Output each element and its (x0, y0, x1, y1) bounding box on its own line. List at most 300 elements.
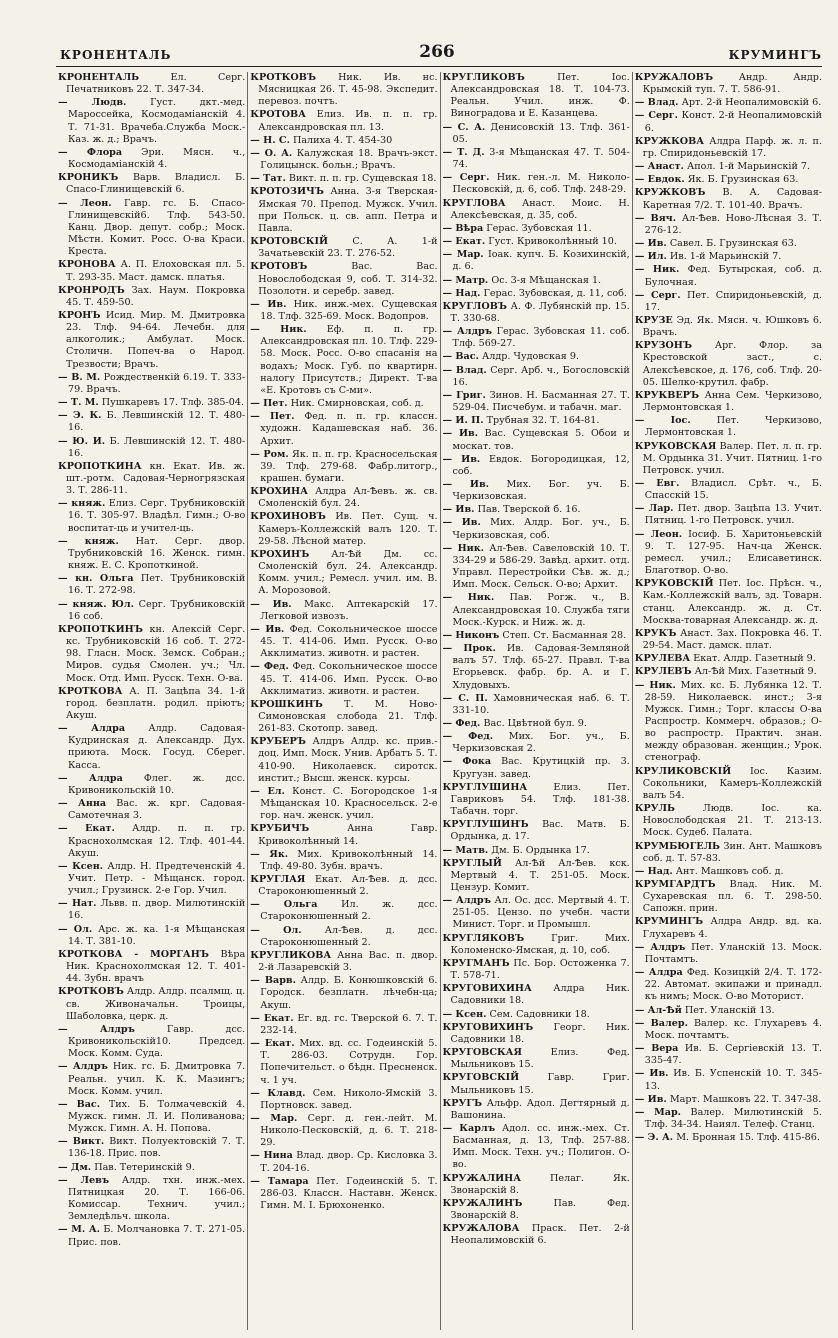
entry-details: Ив. 1-й Марьинскій 7. (669, 251, 782, 263)
entry-details: Вѣра Ник. Краснохолмская 12. Т. 401-44. Зубн. врачъ (66, 948, 246, 985)
directory-entry (58, 898, 245, 922)
entry-name: — Алдра (634, 967, 683, 979)
directory-entry (635, 1068, 822, 1092)
entry-details: Варв. Владисл. Б. Спасо-Глинищевскій 6. (66, 172, 246, 196)
entry-details: Мих. кс. Б. Лубянка 12. Т. 28-59. Николаевск. инст.; 3-я Мужск. Гимн.; Торг. классы О-ва Распростр. Коммерч. образов.; О-во распростр. Практич. знан. между образован. женщин.; Урок. стенограф. (644, 679, 822, 764)
entry-name: КРУГОВИХИНА (442, 983, 532, 995)
entry-details: Алдра Ник. Садовники 18. (450, 983, 630, 1007)
entry-name: — Матр. (442, 274, 489, 286)
directory-entry (250, 1150, 437, 1174)
directory-entry (250, 261, 437, 297)
directory-entry (635, 866, 822, 878)
entry-name: — Нина (250, 1150, 293, 1162)
directory-entry (443, 756, 630, 780)
entry-details: Герас. Зубовская, д. 11, соб. (483, 287, 627, 299)
entry-details: Рождественкій 6.19. Т. 333-79. Врачъ. (68, 371, 246, 395)
directory-entry (250, 449, 437, 485)
entry-name: — Никонъ (442, 629, 500, 641)
entry-name: — Ил. (634, 251, 667, 263)
directory-entry (58, 1162, 245, 1174)
entry-details: Густ. дкт.-мед. Мароссейка, Космодаміанскій 4. Т. 71-31. Врачеба.Служба Моск.-Каз. ж. д.; Врачъ. (68, 97, 246, 145)
entry-details: Іос. Казим. Сокольники, Камеръ-Коллежскій валъ 54. (642, 765, 822, 801)
entry-name: КРУЗЕ (634, 314, 673, 326)
directory-entry (250, 1088, 437, 1112)
directory-entry (58, 259, 245, 283)
directory-entry (635, 290, 822, 314)
entry-details: Гавр. Григ. Мыльниковъ 15. (450, 1072, 630, 1096)
entry-details: Евдок. Богородицкая, 12, соб. (452, 453, 630, 477)
entry-details: Т. М. Ново-Симоновская слобода 21. Тлф. 261-83. Скотопр. завед. (258, 698, 438, 735)
entry-details: Елиз. Фед. Мыльниковъ 15. (450, 1047, 630, 1071)
entry-details: Пет. Трубниковскій 16. Т. 272-98. (68, 573, 246, 597)
directory-entry (58, 723, 245, 772)
entry-name: — Анна (58, 798, 107, 810)
entry-name: — Алдръ (58, 1061, 108, 1073)
directory-column-2 (250, 72, 440, 1330)
entry-details: Зах. Наум. Покровка 45. Т. 459-50. (66, 284, 246, 308)
entry-name: — Ел. (250, 785, 285, 797)
directory-entry (58, 823, 245, 859)
entry-details: Пет. Уланскій 13. (684, 1004, 775, 1016)
directory-entry (58, 949, 245, 985)
entry-name: — Анаст. (634, 161, 684, 173)
entry-details: Арг. Флор. за Крестовской заст., с. Алексѣевское, д. 176, соб. Тлф. 20-05. Шелко-крутил. фабр. (642, 340, 822, 388)
entry-details: Анаст. Моис. Н. Алексѣевская, д. 35, соб. (450, 197, 630, 221)
directory-entry (58, 410, 245, 434)
directory-entry (443, 983, 630, 1007)
directory-entry (443, 172, 630, 196)
directory-entry (443, 517, 630, 541)
entry-details: 3-я Мѣщанская 47. Т. 504-74. (452, 146, 630, 171)
entry-details: Іосиф. Б. Харитоньевскій 9. Т. 127-95. Нач-ца Женск. ремесл. учил.; Елисаветинск. Благотвор. О-во. (644, 528, 822, 577)
directory-entry (443, 543, 630, 592)
entry-name: — М. А. (58, 1224, 100, 1236)
entry-details: Ив. Садовая-Земляной валъ 57. Тлф. 65-27. Правл. Т-ва Егорьевск. фабр. бр. А. и Г. Хлудовыхъ. (452, 643, 630, 691)
directory-entry (58, 773, 245, 797)
entry-details: Валер. кс. Глухаревъ 4. Моск. почтамтъ. (644, 1017, 822, 1041)
entry-name: — Валер. (634, 1017, 688, 1029)
entry-name: — Т. Д. (442, 146, 485, 158)
directory-entry (443, 592, 630, 628)
entry-details: Пав. Фед. Звонарскій 8. (450, 1197, 630, 1222)
directory-entry (635, 174, 822, 186)
entry-details: Адол. сс. инж.-мех. Ст. Басманная, д. 13, Тлф. 257-88. Имп. Моск. Техн. уч.; Полигон. О-во. (452, 1122, 630, 1171)
entry-details: Ник. Смирновская, соб. д. (290, 398, 424, 410)
entry-name: — Тат. (250, 173, 286, 185)
entry-name: — Серг. (442, 172, 490, 184)
directory-entry (250, 823, 437, 847)
entry-details: Сем. Садовники 18. (489, 1008, 590, 1020)
entry-details: Анна. 3-я Тверская-Ямская 70. Препод. Мужск. Учил. при Польск. ц. св. апп. Петра и Павла. (258, 186, 438, 234)
entry-name: КРУЛИКОВСКІЙ (634, 765, 732, 777)
entry-details: Ант. Машковъ соб. д. (675, 865, 784, 877)
entry-details: Владисл. Срѣт. ч., Б. Спасскій 15. (644, 478, 822, 502)
entry-details: Гавр. гс. Б. Спасо-Глинищевскій6. Тлф. 543-50. Канц. Двор. депут. собр.; Моск. Мѣстн. Комит. Росс. О-ва Краси. Креста. (68, 197, 246, 258)
directory-entry (250, 661, 437, 697)
entry-name: — Клавд. (250, 1087, 306, 1099)
entry-name: — Людв. (58, 97, 127, 109)
directory-entry (58, 798, 245, 822)
entry-details: Зинов. Н. Басманная 27. Т. 529-04. Писчебум. и табачн. маг. (452, 389, 630, 414)
directory-entry (635, 1018, 822, 1042)
directory-entry (635, 238, 822, 250)
directory-entry (635, 879, 822, 915)
directory-entry (58, 861, 245, 897)
directory-entry (443, 301, 630, 325)
entry-name: — Ник. (634, 264, 680, 276)
entry-details: Альфр. Адол. Дегтярный д. Вашонина. (450, 1097, 630, 1121)
directory-entry (250, 736, 437, 785)
entry-details: Анна Вас. п. двор. 2-й Лазаревскій 3. (258, 949, 438, 974)
entry-name: — Ал-Ѣй (634, 1004, 682, 1016)
entry-details: Вас. ж. крг. Садовая-Самотечная 3. (68, 798, 246, 822)
directory-entry (58, 599, 245, 623)
entry-name: — Мар. (250, 1112, 298, 1124)
entry-details: Людв. Іос. ка. Новослободская 21. Т. 213-13. Моск. Судеб. Палата. (642, 803, 822, 839)
entry-name: КРОШКИНЪ (250, 698, 323, 710)
directory-entry (250, 511, 437, 547)
entry-name: — Викт. (58, 1136, 105, 1148)
entry-details: Вас. Вас. Новослободская 9, соб. Т. 314-32. Позолотн. и серебр. завед. (258, 261, 438, 297)
directory-entry (58, 1061, 245, 1097)
entry-details: Фед. Сокольническое шоссе 45. Т. 414-06. Имп. Русск. О-во Акклиматиз. животн. и растен. (260, 661, 438, 697)
entry-name: — Ив. (442, 517, 481, 529)
directory-entry (250, 299, 437, 323)
directory-entry (250, 486, 437, 510)
directory-columns (58, 72, 824, 1330)
directory-entry (443, 1098, 630, 1122)
directory-entry (58, 147, 245, 171)
directory-entry (250, 411, 437, 447)
entry-details: Ос. 3-я Мѣщанская 1. (491, 274, 602, 286)
directory-entry (443, 895, 630, 931)
directory-entry (443, 249, 630, 273)
directory-entry (635, 578, 822, 627)
entry-details: Пав. Рогж. ч., В. Александровская 10. Служба тяги Моск.-Курск. и Ниж. ж. д. (452, 592, 630, 628)
directory-entry (635, 1005, 822, 1017)
entry-name: — Алдръ (58, 1023, 135, 1035)
directory-entry (443, 351, 630, 363)
entry-name: КРУЖАЛИНЪ (442, 1197, 523, 1209)
entry-details: Макс. Аптекарскій 17. Легковой извозъ. (260, 598, 438, 622)
entry-name: — Ив. (442, 504, 475, 516)
entry-details: Валер. Пет. л. п. гр. М. Ордынка 31. Учит. Пятниц. 1-го Петровск. учил. (642, 440, 822, 476)
directory-entry (635, 110, 822, 134)
directory-entry (635, 97, 822, 109)
entry-details: Праск. Пет. 2-й Неопалимовскій 6. (450, 1223, 630, 1247)
entry-name: — О. А. (250, 147, 293, 159)
entry-name: — Алдра (58, 723, 126, 735)
directory-entry (443, 1047, 630, 1071)
entry-details: Екат. Алдр. Газетный 9. (693, 653, 816, 665)
directory-entry (58, 172, 245, 196)
directory-entry (58, 372, 245, 396)
directory-entry (250, 1013, 437, 1037)
directory-entry (58, 285, 245, 309)
directory-entry (250, 135, 437, 147)
directory-entry (635, 1132, 822, 1144)
entry-name: — Ив. (634, 238, 667, 250)
entry-name: КРУБИЧЪ (250, 823, 310, 835)
entry-name: КРОТКОВЪ (58, 986, 124, 998)
directory-entry (635, 1107, 822, 1131)
entry-details: Алдр. Алдр. псалмщ. ц. св. Живоначальн. Троицы, Шаболовка, церк. д. (66, 986, 246, 1022)
entry-name: КРОНЪ (58, 309, 101, 321)
entry-details: Мих. Алдр. Бог. уч., Б. Черкизовская, соб. (452, 517, 630, 541)
entry-details: Фед. Сокольническое шоссе 45. Т. 414-06. Имп. Русск. О-во Акклиматиз. животн. и растен. (260, 623, 438, 660)
entry-name: КРУКЪ (634, 627, 677, 639)
entry-details: Арс. ж. ка. 1-я Мѣщанская 14. Т. 381-10. (68, 923, 246, 947)
entry-details: Елиз. Серг. Трубниковскій 16. Т. 305-97. Владѣл. Гимн.; О-во воспитат-ць и учител-ць. (68, 498, 246, 534)
directory-entry (635, 315, 822, 339)
entry-details: Герас. Зубовская 11. соб. Тлф. 569-27. (452, 326, 630, 350)
directory-entry (635, 841, 822, 865)
directory-entry (443, 454, 630, 478)
entry-details: Пав. Тетеринскій 9. (94, 1161, 195, 1173)
entry-name: — княж. (58, 498, 106, 510)
page-number: 266 (419, 42, 455, 62)
entry-name: КРОХИНОВЪ (250, 511, 326, 523)
header-rule (56, 66, 822, 67)
entry-name: — Вас. (58, 1098, 101, 1110)
directory-entry (443, 415, 630, 427)
directory-entry (443, 147, 630, 171)
directory-entry (443, 933, 630, 957)
entry-details: Флег. ж. дсс. Кривоникольскій 10. (68, 772, 246, 796)
directory-entry (58, 924, 245, 948)
entry-name: КРУМГАРДТЪ (634, 879, 716, 890)
directory-entry (250, 786, 437, 822)
entry-name: — Ив. (442, 479, 489, 490)
directory-entry (250, 236, 437, 260)
directory-entry (250, 109, 437, 133)
entry-details: Мих. Бог. уч., Б. Черкизовская 2. (452, 731, 630, 755)
entry-details: Анна Гавр. Кривоколѣнный 14. (258, 823, 438, 847)
entry-name: — Над. (634, 865, 673, 877)
entry-details: Як. Б. Грузинская 63. (687, 174, 799, 186)
entry-name: КРОНЕНТАЛЬ (58, 72, 140, 83)
directory-entry (443, 845, 630, 857)
entry-name: КРУГМАНЪ (442, 957, 510, 969)
entry-details: Викт. п. п. гр. Сущевская 18. (288, 173, 437, 185)
entry-details: Григ. Мих. Коломенско-Ямская, д. 10, соб. (450, 932, 630, 956)
directory-entry (58, 198, 245, 259)
directory-entry (443, 1072, 630, 1096)
entry-details: Ник. ген.-л. М. Николо-Песковскій, д. 6, соб. Тлф. 248-29. (452, 172, 630, 196)
entry-name: — Алдръ (442, 326, 493, 338)
entry-details: Алдръ Алдр. кс. прив.-доц. Имп. Моск. Унив. Арбатъ 5. Т. 410-90. Николаевск. сиротск. инстит.; Высш. женск. курсы. (258, 736, 438, 784)
entry-name: — Левъ (58, 1174, 110, 1186)
directory-entry (635, 390, 822, 414)
directory-entry (635, 529, 822, 578)
entry-name: — Тамара (250, 1175, 309, 1187)
directory-entry (635, 213, 822, 237)
entry-name: КРУЛЕВА (634, 653, 691, 665)
entry-details: Пав. Тверской б. 16. (477, 504, 581, 516)
directory-entry (250, 324, 437, 397)
entry-details: Алдра Ал-Ѣевъ. ж. св. Смоленскій бул. 24. (258, 486, 438, 510)
entry-name: — Алдръ (442, 895, 491, 907)
entry-name: — Фед. (250, 661, 289, 673)
entry-name: КРУЛЬ (634, 803, 675, 815)
running-head-right: КРУМИНГЪ (728, 48, 822, 62)
entry-name: — Лар. (634, 503, 674, 515)
directory-entry (443, 718, 630, 730)
directory-entry (58, 397, 245, 409)
entry-details: Ал-Ѣев. д. дсс. Староконюшенный 2. (260, 924, 438, 948)
directory-entry (58, 436, 245, 460)
entry-details: Арт. 2-й Неопалимовскій 6. (681, 97, 822, 109)
directory-entry (58, 1099, 245, 1135)
entry-name: — Нат. (58, 898, 97, 910)
entry-name: КРУГЛУШИНЪ (442, 819, 529, 831)
entry-details: Мих. Кривоколѣнный 14. Тлф. 49-80. Зубн. врачъ. (260, 848, 438, 872)
entry-details: Елиз. Ив. п. п. гр. Александровская пл. 13. (258, 109, 438, 133)
entry-name: — И. П. (442, 415, 484, 427)
entry-name: — Вяч. (634, 212, 677, 224)
entry-name: — Ив. (634, 1093, 667, 1105)
entry-name: — Ив. (442, 453, 481, 465)
entry-name: — Варв. (250, 975, 296, 987)
entry-name: — Вера (634, 1043, 679, 1055)
entry-details: Ал-Ѣй Дм. сс. Смоленскій бул. 24. Александр. Комм. учил.; Ремесл. учил. им. В. А. Морозовой. (258, 548, 438, 597)
entry-details: Львв. п. двор. Милютинскій 16. (68, 898, 246, 922)
entry-details: Екат. Ал-Ѣев. д. дсс. Староконюшенный 2. (258, 874, 438, 898)
entry-details: Алдр. тхн. инж.-мех. Пятницкая 20. Т. 166-06. Комиссар. Технич. учил.; Земледѣльч. школа. (68, 1174, 246, 1223)
entry-details: Алдр. Чудовская 9. (482, 351, 580, 363)
entry-name: — Ив. (250, 598, 292, 610)
entry-name: КРОХИНА (250, 486, 308, 498)
entry-name: — Як. (250, 848, 289, 860)
entry-name: — Леон. (634, 528, 683, 540)
directory-entry (58, 461, 245, 497)
entry-name: КРУГОВИХИНЪ (442, 1021, 534, 1033)
entry-details: Фед. п. п. гр. классн. художн. Кадашевская наб. 36. Архит. (260, 411, 438, 447)
entry-name: КРОТОВСКІЙ (250, 236, 329, 248)
directory-entry (443, 782, 630, 818)
entry-details: Пет. двор. Зацѣпа 13. Учит. Пятниц. 1-го Петровск. учил. (644, 503, 822, 527)
entry-details: Серг. Арб. ч., Богословскій 16. (452, 364, 630, 388)
entry-details: Палиха 4. Т. 454-30 (292, 134, 393, 146)
entry-name: — Ив. (442, 428, 479, 440)
entry-name: КРОТОВА (250, 109, 306, 121)
entry-name: КРУКОВСКАЯ (634, 440, 717, 452)
directory-entry (443, 731, 630, 755)
directory-entry (443, 479, 630, 503)
directory-entry (635, 161, 822, 173)
directory-column-4 (635, 72, 824, 1330)
directory-entry (250, 1038, 437, 1087)
entry-details: Ал-Ѣй Мих. Газетный 9. (694, 666, 817, 678)
directory-entry (443, 1123, 630, 1172)
entry-details: А. П. Елоховская пл. 5. Т. 293-35. Маст. дамск. платья. (66, 259, 246, 283)
directory-entry (250, 925, 437, 949)
entry-details: Алдра Андр. вд. ка. Глухаревъ 4. (642, 916, 822, 940)
directory-entry (58, 97, 245, 146)
entry-name: — Екат. (442, 236, 486, 248)
entry-details: Пет. Іос. Прѣсн. ч., Кам.-Коллежскій валъ, зд. Товарн. станц. Александр. ж. д. Ст. Москва-товарная Александр. ж. д. (642, 578, 822, 626)
entry-name: — Влад. (442, 364, 487, 376)
directory-entry (250, 975, 437, 1011)
entry-name: — Екат. (250, 1012, 294, 1024)
entry-name: — Алдра (58, 772, 123, 784)
directory-entry (635, 478, 822, 502)
entry-name: КРОНРОДЪ (58, 284, 125, 296)
directory-entry (58, 686, 245, 722)
directory-entry (250, 1176, 437, 1212)
directory-entry (635, 942, 822, 966)
entry-name: — Флора (58, 146, 123, 158)
entry-details: Ив. Б. Успенскій 10. Т. 345-13. (644, 1068, 822, 1092)
directory-entry (635, 967, 822, 1003)
entry-name: — княж. Юл. (58, 598, 134, 610)
directory-entry (443, 198, 630, 222)
entry-details: Валер. Милютинскій 5. Тлф. 34-34. Наиял. Телеф. Станц. (644, 1106, 822, 1130)
entry-details: кн. Екат. Ив. ж. шт.-ротм. Садовая-Черногрязская 3. Т. 286-11. (66, 460, 246, 497)
entry-details: Алдр. Б. Конюшковскій 6. Городск. безплатн. лѣчебн-ца; Акуш. (260, 975, 438, 1011)
entry-name: — Ив. (634, 1068, 669, 1080)
entry-details: Сем. Николо-Ямскій 3. Портновск. завед. (260, 1087, 438, 1111)
directory-entry (443, 1022, 630, 1046)
entry-details: Густ. Кривоколѣнный 10. (488, 236, 617, 248)
directory-entry (58, 1224, 245, 1248)
entry-name: — Фед. (442, 731, 494, 743)
entry-details: Алдр. Садовая-Кудринская д. Александр. Дух. приюта. Моск. Госуд. Сберег. Касса. (68, 723, 246, 771)
directory-entry (250, 549, 437, 598)
entry-details: Ник. инж.-мех. Сущевская 18. Тлф. 325-69. Моск. Водопров. (260, 298, 438, 322)
entry-name: — Фока (442, 756, 492, 768)
directory-entry (635, 1094, 822, 1106)
entry-details: А. П. Зацѣпа 34. 1-й город. безплатн. родил. пріютъ; Акуш. (66, 685, 246, 721)
entry-details: А. Ф. Лубянскій пр. 15. Т. 330-68. (450, 300, 630, 324)
entry-name: КРУГЛОВА (442, 197, 506, 209)
entry-details: Серг. д. ген.-лейт. М. Николо-Песковскій, д. 6. Т. 218-29. (260, 1112, 438, 1149)
directory-entry (250, 874, 437, 898)
entry-name: КРУГЛУШИНА (442, 781, 528, 793)
entry-name: — Пет. (250, 411, 295, 423)
entry-name: — Вѣра (442, 222, 484, 234)
entry-details: Пет. Іос. Александровская 18. Т. 104-73. Реальн. Учил. инж. Ф. Виноградова и Е. Казанцева. (450, 72, 630, 120)
directory-entry (443, 693, 630, 717)
entry-name: КРУКВЕРЪ (634, 389, 700, 401)
entry-name: — Вас. (442, 351, 479, 363)
entry-details: Фед. Бутырская, соб. д. Булочная. (644, 264, 822, 288)
entry-name: — Дм. (58, 1161, 92, 1173)
entry-name: — Ник. (442, 592, 495, 604)
entry-details: Нат. Серг. двор. Трубниковскій 16. Женск. гимн. княж. Е. С. Кропоткиной. (68, 535, 246, 572)
directory-entry (635, 653, 822, 665)
entry-details: Мих. вд. сс. Годеинскій 5. Т. 286-03. Сотрудн. Гор. Попечительст. о бѣдн. Пресненск. ч. 1 уч. (260, 1038, 438, 1086)
directory-column-3 (443, 72, 633, 1330)
entry-name: — кн. Ольга (58, 573, 134, 585)
entry-details: Ал. Ос. дсс. Мертвый 4. Т. 251-05. Цензо. по учебн. части Минист. Торг. и Промышл. (452, 895, 630, 931)
entry-name: КРОТОВЪ (250, 261, 308, 273)
directory-entry (443, 326, 630, 350)
directory-entry (443, 1173, 630, 1197)
entry-name: — Ник. (250, 324, 307, 336)
directory-entry (250, 72, 437, 108)
entry-name: — Н. С. (250, 134, 290, 146)
entry-name: КРУГОВСКІЙ (442, 1072, 520, 1084)
entry-details: Ив. Пет. Сущ. ч. Камеръ-Коллежскій валъ 120. Т. 29-58. Лѣсной матер. (258, 511, 438, 547)
entry-name: КРУБЕРЪ (250, 736, 306, 748)
entry-details: Іоак. купч. Б. Козихинскій, д. 6. (452, 249, 630, 273)
entry-name: КРУЛЕВЪ (634, 666, 692, 678)
directory-entry (250, 148, 437, 172)
entry-details: Степ. Ст. Басманная 28. (502, 629, 627, 641)
directory-entry (635, 916, 822, 940)
directory-entry (443, 122, 630, 146)
